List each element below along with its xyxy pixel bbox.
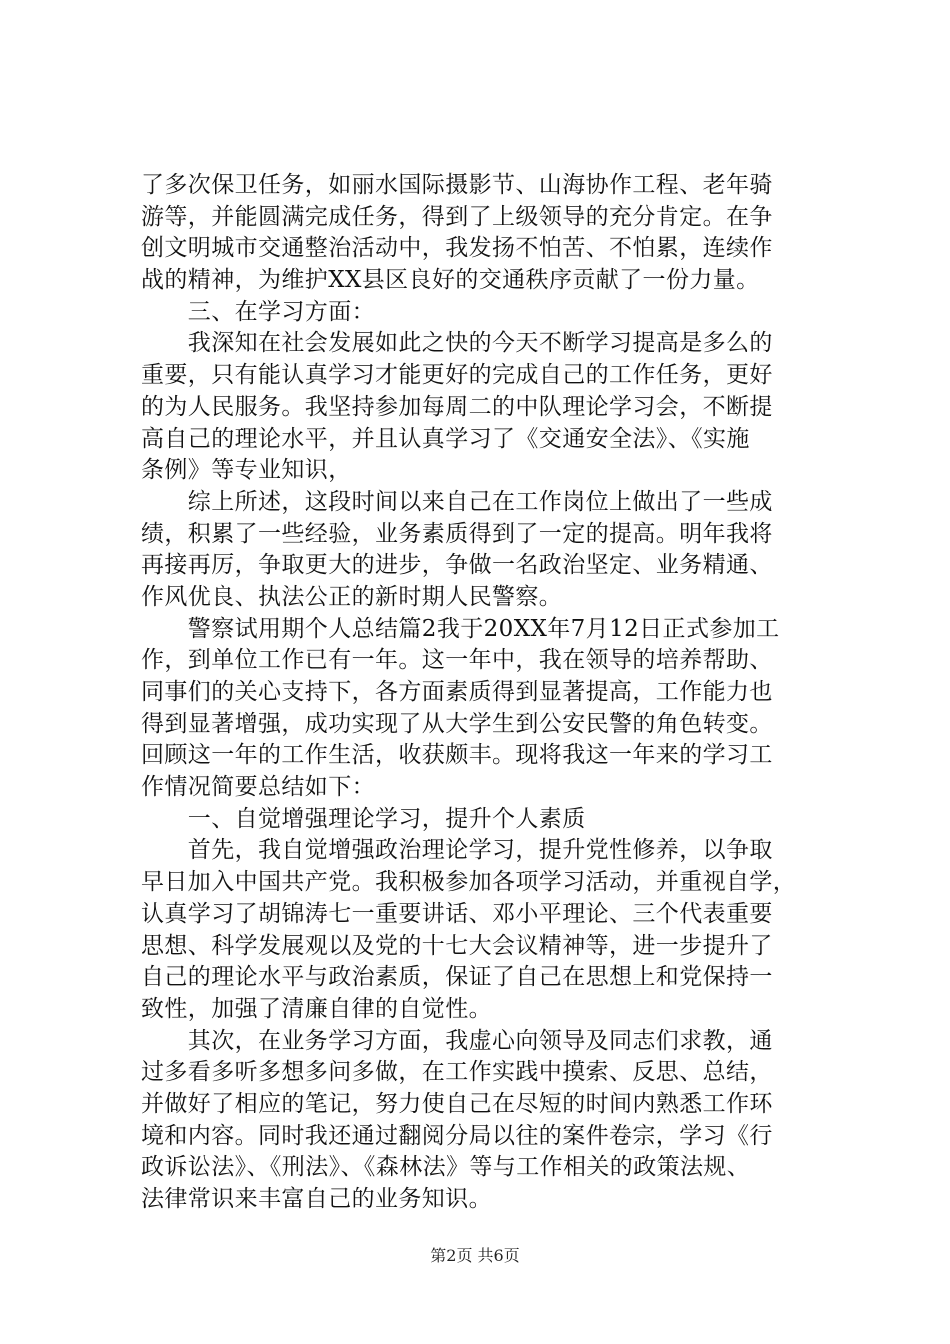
- document-body: [141, 170, 831, 1216]
- text-line: 法律常识来丰富自己的业务知识。: [141, 1186, 492, 1212]
- text-line: 同事们的关心支持下，各方面素质得到显著提高，工作能力也: [141, 679, 773, 705]
- text-line: 高自己的理论水平，并且认真学习了《交通安全法》、《实施: [141, 425, 750, 452]
- text-line: 早日加入中国共产党。我积极参加各项学习活动，并重视自学，: [141, 869, 797, 896]
- text-line: 作情况简要总结如下：: [141, 774, 375, 801]
- text-line: 我深知在社会发展如此之快的今天不断学习提高是多么的: [141, 330, 773, 357]
- text-line: 境和内容。同时我还通过翻阅分局以往的案件卷宗，学习《行: [141, 1122, 773, 1149]
- text-line: 作，到单位工作已有一年。这一年中，我在领导的培养帮助、: [141, 647, 773, 674]
- text-line: 并做好了相应的笔记，努力使自己在尽短的时间内熟悉工作环: [141, 1090, 773, 1117]
- text-line: 警察试用期个人总结篇2我于20XX年7月12日正式参加工: [141, 615, 780, 642]
- text-line: 三、在学习方面：: [141, 298, 375, 325]
- text-line: 回顾这一年的工作生活，收获颇丰。现将我这一年来的学习工: [141, 742, 773, 769]
- text-line: 得到显著增强，成功实现了从大学生到公安民警的角色转变。: [141, 710, 773, 737]
- text-line: 作风优良、执法公正的新时期人民警察。: [141, 583, 563, 610]
- text-line: 过多看多听多想多问多做，在工作实践中摸索、反思、总结，: [141, 1059, 773, 1086]
- text-line: 再接再厉，争取更大的进步，争做一名政治坚定、业务精通、: [141, 552, 773, 579]
- text-line: 创文明城市交通整治活动中，我发扬不怕苦、不怕累，连续作: [141, 235, 773, 262]
- text-line: 认真学习了胡锦涛七一重要讲话、邓小平理论、三个代表重要: [141, 900, 773, 927]
- text-line: 了多次保卫任务，如丽水国际摄影节、山海协作工程、老年骑: [141, 172, 773, 198]
- text-line: 条例》等专业知识，: [141, 457, 352, 484]
- text-line: 的为人民服务。我坚持参加每周二的中队理论学习会，不断提: [141, 393, 773, 420]
- text-line: 一、自觉增强理论学习，提升个人素质: [141, 805, 586, 832]
- text-line: 政诉讼法》、《刑法》、《森林法》等与工作相关的政策法规、: [141, 1154, 751, 1181]
- text-line: 思想、科学发展观以及党的十七大会议精神等，进一步提升了: [141, 932, 773, 959]
- text-line: 重要，只有能认真学习才能更好的完成自己的工作任务，更好: [141, 362, 773, 389]
- text-line: 绩，积累了一些经验，业务素质得到了一定的提高。明年我将: [141, 520, 773, 547]
- text-line: 战的精神，为维护XX县区良好的交通秩序贡献了一份力量。: [141, 267, 760, 294]
- page-number-footer: 第2页 共6页: [430, 1246, 520, 1265]
- text-line: 自己的理论水平与政治素质，保证了自己在思想上和党保持一: [141, 964, 773, 991]
- text-line: 其次，在业务学习方面，我虚心向领导及同志们求教，通: [141, 1027, 773, 1054]
- text-line: 游等，并能圆满完成任务，得到了上级领导的充分肯定。在争: [141, 203, 773, 230]
- text-line: 首先，我自觉增强政治理论学习，提升党性修养，以争取: [141, 837, 773, 864]
- text-line: 致性，加强了清廉自律的自觉性。: [141, 995, 492, 1022]
- text-line: 综上所述，这段时间以来自己在工作岗位上做出了一些成: [141, 488, 773, 515]
